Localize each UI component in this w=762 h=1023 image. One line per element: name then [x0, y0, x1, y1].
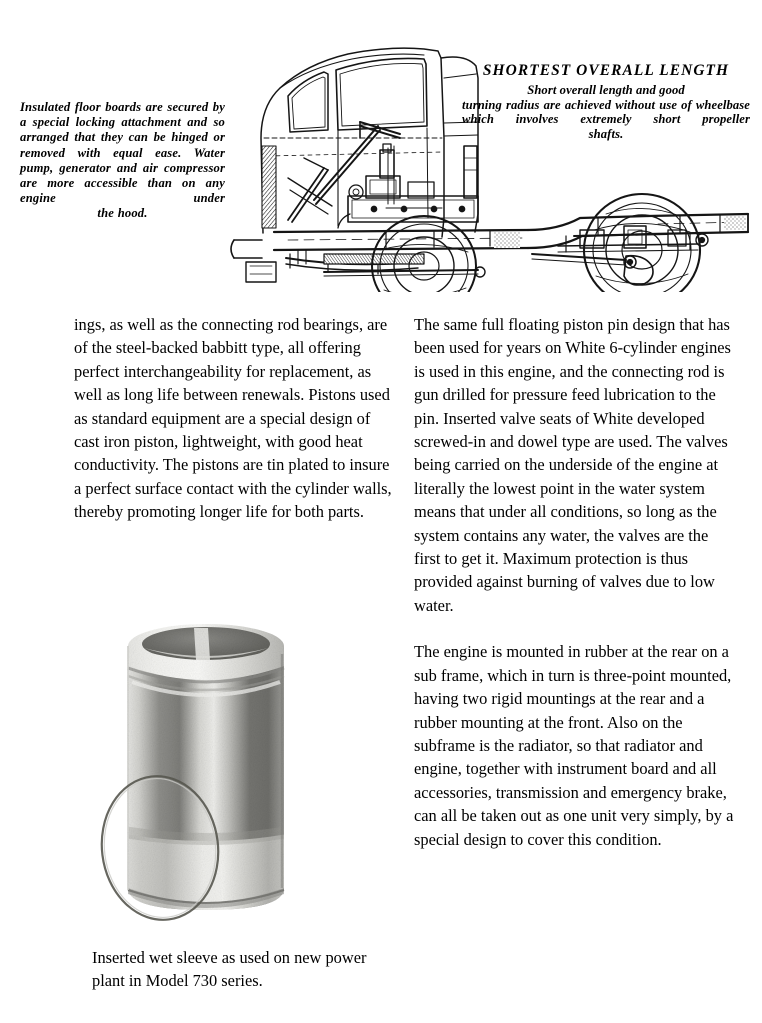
wet-sleeve-caption: Inserted wet sleeve as used on new power plant in Model 730 series.: [92, 948, 367, 991]
paragraph: The same full floating piston pin design that has been used for years on White 6-cylinder engines is used in this engine, and the connecting rod is gun drilled for pressure feed lubrication to the pin. Inserted valve seats of White developed screwed-in and dowel type are used. The valves being carried on the underside of the engine at literally the lowest point in the water system means that under all conditions, so long as the system contains any water, the valves are the first to get it. Maximum protection is thus provided against burning of valves due to low water.: [414, 315, 731, 615]
shortest-length-caption-title: SHORTEST OVERALL LENGTH: [482, 62, 730, 79]
shortest-length-caption-last-line: shafts.: [588, 126, 624, 141]
floor-boards-caption: [20, 100, 225, 222]
body-column-right: [414, 313, 734, 874]
paragraph: ings, as well as the connecting rod bearings, are of the steel-backed babbitt type, all offering perfect interchangeability for replacement, as well as long life between renewals. Pistons used as standard equipment are a special design of cast iron piston, lightweight, with good heat conductivity. The pistons are tin plated to insure a perfect surface contact with the cylinder walls, thereby promoting longer life for both parts.: [74, 315, 392, 522]
truck-chassis-illustration: [228, 18, 762, 292]
shortest-length-caption-text: turning radius are achieved without use of wheelbase which involves extremely short propeller: [462, 97, 750, 127]
floor-boards-caption-text: Insulated floor boards are secured by a special locking attachment and so arranged that they can be hinged or removed with equal ease. Water pump, generator and air compressor are more accessible than on any engine under: [20, 100, 225, 206]
top-figure-region: [0, 0, 762, 292]
floor-boards-caption-last-line: the hood.: [97, 206, 148, 221]
body-column-left: [74, 313, 392, 547]
shortest-length-caption-body: [462, 83, 750, 141]
wet-sleeve-photograph: [88, 598, 324, 938]
shortest-length-caption: [462, 62, 750, 141]
shortest-length-caption-first-line: Short overall length and good: [527, 83, 685, 97]
paragraph: The engine is mounted in rubber at the rear on a sub frame, which in turn is three-point mounted, having two rigid mountings at the rear and a rubber mounting at the front. Also on the subframe is the radiator, so that radiator and engine, together with instrument board and all accessories, transmission and emergency brake, can all be taken out as one unit very simply, by a special design to cover this condition.: [414, 642, 734, 849]
